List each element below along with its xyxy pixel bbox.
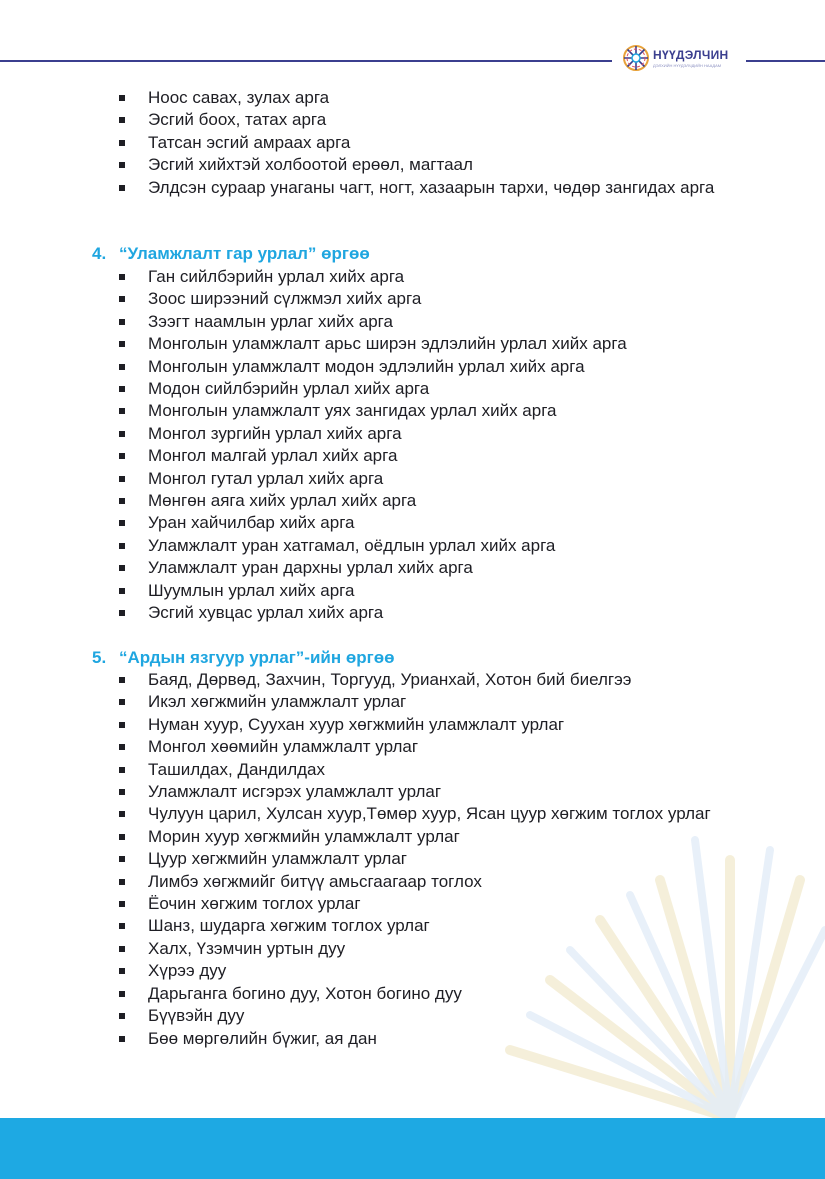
list-item: Эсгий боох, татах арга <box>0 109 825 131</box>
section-4-number: 4. <box>92 244 107 263</box>
list-item: Ёочин хөгжим тоглох урлаг <box>0 893 825 915</box>
list-item: Нуман хуур, Суухан хуур хөгжмийн уламжлалт урлаг <box>0 714 825 736</box>
list-item: Монгол хөөмийн уламжлалт урлаг <box>0 736 825 758</box>
list-item: Монголын уламжлалт арьс ширэн эдлэлийн урлал хийх арга <box>0 333 825 355</box>
section-5-number: 5. <box>92 648 107 667</box>
list-item: Монголын уламжлалт уях зангидах урлал хийх арга <box>0 400 825 422</box>
list-item: Уламжлалт уран дархны урлал хийх арга <box>0 557 825 579</box>
list-item: Бөө мөргөлийн бүжиг, ая дан <box>0 1028 825 1050</box>
list-item: Чулуун царил, Хулсан хуур,Төмөр хуур, Ясан цуур хөгжим тоглох урлаг <box>0 803 825 825</box>
list-item: Мөнгөн аяга хийх урлал хийх арга <box>0 490 825 512</box>
list-item: Халх, Үзэмчин уртын дуу <box>0 938 825 960</box>
section-5-list <box>0 669 825 1050</box>
logo-emblem-icon <box>622 44 650 72</box>
list-item: Дарьганга богино дуу, Хотон богино дуу <box>0 983 825 1005</box>
list-item: Ташилдах, Дандилдах <box>0 759 825 781</box>
list-item: Татсан эсгий амраах арга <box>0 132 825 154</box>
list-item: Бүүвэйн дуу <box>0 1005 825 1027</box>
list-item: Цуур хөгжмийн уламжлалт урлаг <box>0 848 825 870</box>
list-item: Морин хуур хөгжмийн уламжлалт урлаг <box>0 826 825 848</box>
list-item: Зээгт наамлын урлаг хийх арга <box>0 311 825 333</box>
list-item: Модон сийлбэрийн урлал хийх арга <box>0 378 825 400</box>
list-item: Ноос савах, зулах арга <box>0 87 825 109</box>
list-item: Монгол малгай урлал хийх арга <box>0 445 825 467</box>
list-item: Уламжлалт исгэрэх уламжлалт урлаг <box>0 781 825 803</box>
list-item: Монгол зургийн урлал хийх арга <box>0 423 825 445</box>
list-item: Шанз, шударга хөгжим тоглох урлаг <box>0 915 825 937</box>
list-item: Эсгий хийхтэй холбоотой ерөөл, магтаал <box>0 154 825 176</box>
list-item: Баяд, Дөрвөд, Захчин, Торгууд, Урианхай, Хотон бий биелгээ <box>0 669 825 691</box>
list-item: Элдсэн сураар унаганы чагт, ногт, хазаарын тархи, чөдөр зангидах арга <box>0 177 825 199</box>
header-rule-right <box>746 60 825 62</box>
list-item: Зоос ширээний сүлжмэл хийх арга <box>0 288 825 310</box>
header-rule-left <box>0 60 612 62</box>
list-item: Лимбэ хөгжмийг битүү амьсгаагаар тоглох <box>0 871 825 893</box>
list-item: Монголын уламжлалт модон эдлэлийн урлал хийх арга <box>0 356 825 378</box>
nuudelchin-logo <box>622 44 742 74</box>
footer-band <box>0 1118 825 1179</box>
top-bullet-list <box>0 87 825 199</box>
logo-wordmark: НҮҮДЭЛЧИН <box>653 48 729 62</box>
list-item: Хүрээ дуу <box>0 960 825 982</box>
section-4-list <box>0 266 825 625</box>
list-item: Уран хайчилбар хийх арга <box>0 512 825 534</box>
logo-subtext: ДЭЛХИЙН НҮҮДЭЛЧДИЙН НААДАМ <box>653 63 722 68</box>
list-item: Ган сийлбэрийн урлал хийх арга <box>0 266 825 288</box>
list-item: Монгол гутал урлал хийх арга <box>0 468 825 490</box>
section-4-title: “Уламжлалт гар урлал” өргөө <box>119 244 370 263</box>
list-item: Эсгий хувцас урлал хийх арга <box>0 602 825 624</box>
list-item: Уламжлалт уран хатгамал, оёдлын урлал хийх арга <box>0 535 825 557</box>
list-item: Шуумлын урлал хийх арга <box>0 580 825 602</box>
list-item: Икэл хөгжмийн уламжлалт урлаг <box>0 691 825 713</box>
section-5-title: “Ардын язгуур урлаг”-ийн өргөө <box>119 648 395 667</box>
